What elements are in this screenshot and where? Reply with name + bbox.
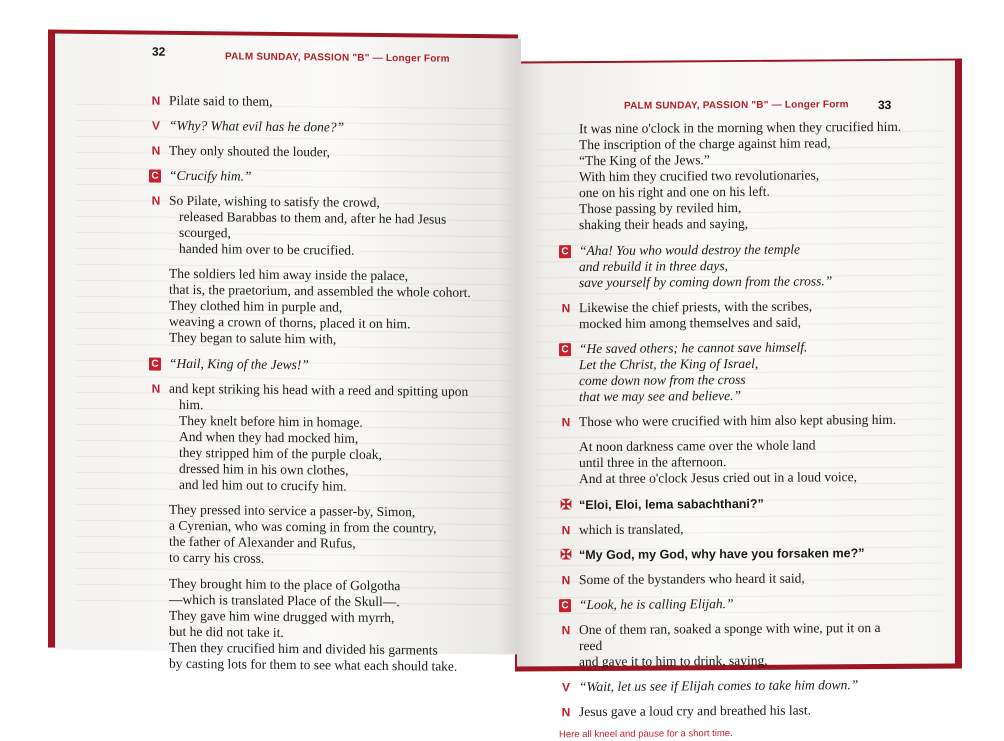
text-line: weaving a crown of thorns, placed it on him.	[169, 313, 411, 332]
speaker-label: C	[149, 358, 161, 371]
passage-entry	[559, 241, 939, 292]
text-line: save yourself by coming down from the cross.”	[579, 273, 833, 291]
passage-entry	[559, 595, 939, 614]
right-page-header	[517, 70, 955, 113]
passage-entry	[149, 381, 509, 497]
passage-entry	[149, 143, 509, 163]
text-line: that we may see and believe.”	[579, 387, 741, 405]
text-line: They pressed into service a passer-by, Simon,	[169, 501, 416, 520]
passage-entry	[559, 677, 939, 696]
passage-entry	[559, 339, 939, 406]
text-line: And when they had mocked him,	[179, 428, 359, 446]
text-line: until three in the afternoon.	[579, 454, 727, 471]
text-line: they stripped him of the purple cloak,	[179, 444, 382, 462]
text-line: by casting lots for them to see what each should take.	[169, 655, 458, 674]
rubric-instruction: Here all kneel and pause for a short time.	[559, 728, 733, 741]
text-line: Let the Christ, the King of Israel,	[579, 355, 759, 373]
text-line: The soldiers led him away inside the palace,	[169, 265, 409, 284]
speaker-label: C	[559, 599, 571, 612]
speaker-label: N	[151, 193, 161, 208]
speaker-label: N	[561, 415, 571, 430]
text-line: They began to salute him with,	[169, 329, 337, 347]
passage-entry	[559, 298, 939, 333]
text-line: “Why? What evil has he done?”	[169, 117, 345, 135]
text-line: a Cyrenian, who was coming in from the country,	[169, 517, 437, 536]
passage-entry	[149, 168, 509, 188]
text-line: come down now from the cross	[579, 371, 746, 389]
cross-symbol-icon: ✠	[560, 496, 572, 513]
text-line: Those who were crucified with him also kept abusing him.	[579, 411, 897, 430]
text-line: him.	[179, 396, 204, 413]
passage-entry	[149, 356, 509, 376]
running-title: PALM SUNDAY, PASSION "B" — Longer Form	[624, 99, 849, 112]
text-line: “My God, my God, why have you forsaken me?”	[579, 546, 865, 563]
passage-entry	[149, 193, 509, 261]
left-page-header	[55, 44, 521, 73]
text-line: that is, the praetorium, and assembled the whole cohort.	[169, 281, 471, 300]
text-line: They clothed him in purple and,	[169, 297, 343, 315]
passage-entry	[149, 502, 509, 570]
speaker-label: N	[561, 523, 571, 538]
left-page-text	[149, 93, 509, 686]
page-number: 32	[152, 44, 166, 59]
passage-entry	[559, 545, 939, 564]
text-line: which is translated,	[579, 521, 684, 538]
speaker-label: C	[559, 245, 571, 258]
text-line: And at three o'clock Jesus cried out in a loud voice,	[579, 469, 857, 487]
right-page-text	[559, 119, 939, 741]
text-line: and gave it to him to drink, saying,	[579, 652, 768, 670]
passage-entry	[559, 620, 939, 671]
text-line: Some of the bystanders who heard it said,	[579, 570, 805, 588]
text-line: Pilate said to them,	[169, 92, 273, 109]
text-line: mocked him among themselves and said,	[579, 314, 801, 332]
text-line: the father of Alexander and Rufus,	[169, 533, 356, 551]
text-line: Then they crucified him and divided his garments	[169, 639, 438, 658]
speaker-label: N	[561, 301, 571, 316]
text-line: At noon darkness came over the whole land	[579, 437, 816, 455]
text-line: and kept striking his head with a reed and spitting upon	[169, 380, 469, 399]
text-line: They only shouted the louder,	[169, 142, 331, 160]
speaker-label: N	[151, 381, 161, 396]
text-line: With him they crucified two revolutionaries,	[579, 167, 820, 185]
passage-entry	[559, 119, 939, 234]
text-line: scourged,	[179, 224, 231, 241]
text-line: “The King of the Jews.”	[579, 152, 710, 169]
text-line: “Aha! You who would destroy the temple	[579, 241, 800, 259]
text-line: Jesus gave a loud cry and breathed his last.	[579, 702, 812, 720]
text-line: one on his right and one on his left.	[579, 183, 770, 201]
text-line: So Pilate, wishing to satisfy the crowd,	[169, 192, 380, 210]
text-line: The inscription of the charge against him read,	[579, 135, 831, 153]
text-line: They brought him to the place of Golgotha	[169, 575, 401, 594]
passage-entry	[149, 118, 509, 138]
speaker-label: N	[561, 573, 571, 588]
text-line: released Barabbas to them and, after he had Jesus	[179, 208, 447, 227]
text-line: “He saved others; he cannot save himself.	[579, 339, 808, 357]
text-line: It was nine o'clock in the morning when they crucified him.	[579, 118, 902, 137]
cross-symbol-icon: ✠	[560, 546, 572, 563]
passage-entry	[559, 570, 939, 589]
text-line: shaking their heads and saying,	[579, 215, 749, 233]
speaker-label: V	[561, 680, 570, 695]
text-line: “Wait, let us see if Elijah comes to take him down.”	[579, 677, 859, 695]
passage-entry	[149, 576, 509, 676]
text-line: “Eloi, Eloi, lema sabachthani?”	[579, 496, 764, 513]
text-line: reed	[579, 637, 603, 654]
text-line: but he did not take it.	[169, 623, 284, 640]
text-line: handed him over to be crucified.	[179, 240, 355, 258]
text-line: —which is translated Place of the Skull—.	[169, 591, 400, 610]
passage-entry	[559, 437, 939, 488]
speaker-label: C	[559, 343, 571, 356]
text-line: “Hail, King of the Jews!”	[169, 355, 309, 373]
text-line: One of them ran, soaked a sponge with wine, put it on a	[579, 619, 881, 638]
speaker-label: N	[151, 143, 161, 158]
speaker-label: N	[561, 623, 571, 638]
text-line: Those passing by reviled him,	[579, 199, 742, 217]
speaker-label: N	[151, 93, 161, 108]
passage-entry	[559, 702, 939, 721]
speaker-label: C	[149, 170, 161, 183]
text-line: “Look, he is calling Elijah.”	[579, 596, 734, 613]
text-line: and rebuild it in three days,	[579, 258, 728, 275]
text-line: and led him out to crucify him.	[179, 476, 347, 494]
text-line: They gave him wine drugged with myrrh,	[169, 607, 395, 626]
passage-entry	[559, 412, 939, 431]
passage-entry	[559, 495, 939, 514]
passage-entry	[149, 266, 509, 350]
text-line: They knelt before him in homage.	[179, 412, 363, 430]
right-page	[517, 60, 955, 741]
text-line: “Crucify him.”	[169, 167, 252, 184]
text-line: Likewise the chief priests, with the scribes,	[579, 298, 813, 316]
passage-entry	[149, 93, 509, 113]
text-line: dressed him in his own clothes,	[179, 460, 349, 478]
passage-entry	[559, 520, 939, 539]
running-title: PALM SUNDAY, PASSION "B" — Longer Form	[225, 51, 450, 65]
text-line: to carry his cross.	[169, 549, 265, 566]
left-page	[55, 34, 521, 674]
speaker-label: N	[561, 705, 571, 720]
speaker-label: V	[151, 118, 160, 133]
page-number: 33	[878, 97, 892, 113]
